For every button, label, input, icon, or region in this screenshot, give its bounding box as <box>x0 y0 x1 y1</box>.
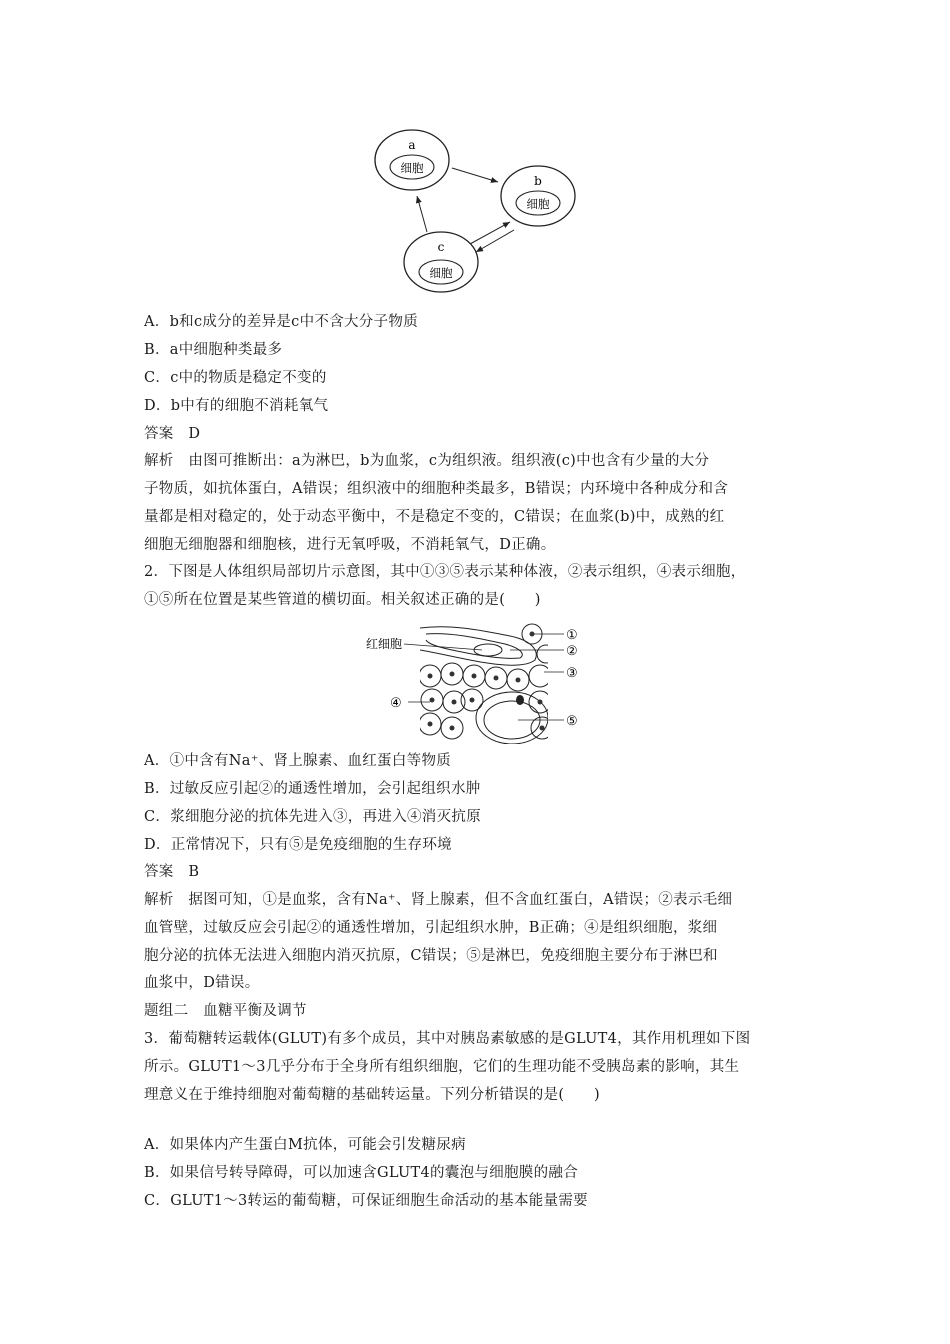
q3-option-c: C．GLUT1～3转运的葡萄糖，可保证细胞生命活动的基本能量需要 <box>144 1193 588 1209</box>
arrow-b-to-c <box>476 230 514 252</box>
fig-label-2: ② <box>566 644 578 659</box>
q1-analysis-line: 量都是相对稳定的，处于动态平衡中，不是稳定不变的，C错误；在血浆(b)中，成熟的红 <box>144 509 725 525</box>
arrow-c-to-b <box>470 222 510 244</box>
fig-label-4: ④ <box>390 696 402 711</box>
tissue-section-figure <box>360 616 620 746</box>
arrow-a-to-b <box>452 168 498 182</box>
q1-answer: 答案 D <box>144 426 201 442</box>
body-fluid-diagram <box>0 0 950 300</box>
q2-option-b: B．过敏反应引起②的通透性增加，会引起组织水肿 <box>144 781 481 797</box>
q2-answer: 答案 B <box>144 864 200 880</box>
cell-label-a: 细胞 <box>400 161 424 175</box>
q3-stem-line: 所示。GLUT1～3几乎分布于全身所有组织细胞，它们的生理功能不受胰岛素的影响，其生 <box>144 1059 740 1075</box>
label-c: c <box>437 240 445 254</box>
arrow-c-to-a <box>417 196 427 232</box>
label-a: a <box>408 138 416 152</box>
q3-stem-line: 理意义在于维持细胞对葡萄糖的基础转运量。下列分析错误的是( ) <box>144 1087 600 1103</box>
q1-option-c: C．c中的物质是稳定不变的 <box>144 370 327 386</box>
q3-option-a: A．如果体内产生蛋白M抗体，可能会引发糖尿病 <box>144 1137 466 1153</box>
q3-stem-line: 3．葡萄糖转运载体(GLUT)有多个成员，其中对胰岛素敏感的是GLUT4，其作用机理如下图 <box>144 1031 751 1047</box>
circle-a <box>375 130 449 190</box>
q2-analysis-line: 胞分泌的抗体无法进入细胞内消灭抗原，C错误；⑤是淋巴，免疫细胞主要分布于淋巴和 <box>144 948 718 964</box>
label-b: b <box>534 174 542 188</box>
leader-rbc <box>404 644 482 650</box>
q2-option-a: A．①中含有Na⁺、肾上腺素、血红蛋白等物质 <box>144 753 452 769</box>
q1-analysis-line: 细胞无细胞器和细胞核，进行无氧呼吸，不消耗氧气，D正确。 <box>144 537 556 553</box>
q2-option-d: D．正常情况下，只有⑤是免疫细胞的生存环境 <box>144 837 452 853</box>
q2-analysis-line: 解析 据图可知，①是血浆，含有Na⁺、肾上腺素，但不含血红蛋白，A错误；②表示毛细 <box>144 892 733 908</box>
q1-option-d: D．b中有的细胞不消耗氧气 <box>144 398 329 414</box>
fig-label-3: ③ <box>566 666 578 681</box>
q3-option-b: B．如果信号转导障碍，可以加速含GLUT4的囊泡与细胞膜的融合 <box>144 1165 578 1181</box>
rbc-label: 红细胞 <box>366 637 403 651</box>
fig-label-5: ⑤ <box>566 714 578 729</box>
cell-label-b: 细胞 <box>526 197 550 211</box>
fig-label-1: ① <box>566 628 578 643</box>
q1-analysis-line: 解析 由图可推断出：a为淋巴，b为血浆，c为组织液。组织液(c)中也含有少量的大分 <box>144 453 710 469</box>
cell-label-c: 细胞 <box>429 266 453 280</box>
q2-analysis-line: 血浆中，D错误。 <box>144 975 260 991</box>
q2-stem-line: 2．下图是人体组织局部切片示意图，其中①③⑤表示某种体液，②表示组织，④表示细胞， <box>144 564 746 580</box>
q2-analysis-line: 血管壁，过敏反应会引起②的通透性增加，引起组织水肿，B正确；④是组织细胞，浆细 <box>144 920 718 936</box>
circle-c <box>404 232 478 292</box>
q2-option-c: C．浆细胞分泌的抗体先进入③，再进入④消灭抗原 <box>144 809 481 825</box>
q1-analysis-line: 子物质，如抗体蛋白，A错误；组织液中的细胞种类最多，B错误；内环境中各种成分和含 <box>144 481 729 497</box>
circle-b <box>501 166 575 226</box>
q1-option-b: B．a中细胞种类最多 <box>144 342 283 358</box>
q2-stem-line: ①⑤所在位置是某些管道的横切面。相关叙述正确的是( ) <box>144 592 541 608</box>
q1-option-a: A．b和c成分的差异是c中不含大分子物质 <box>144 314 418 330</box>
group2-title: 题组二 血糖平衡及调节 <box>144 1003 307 1019</box>
